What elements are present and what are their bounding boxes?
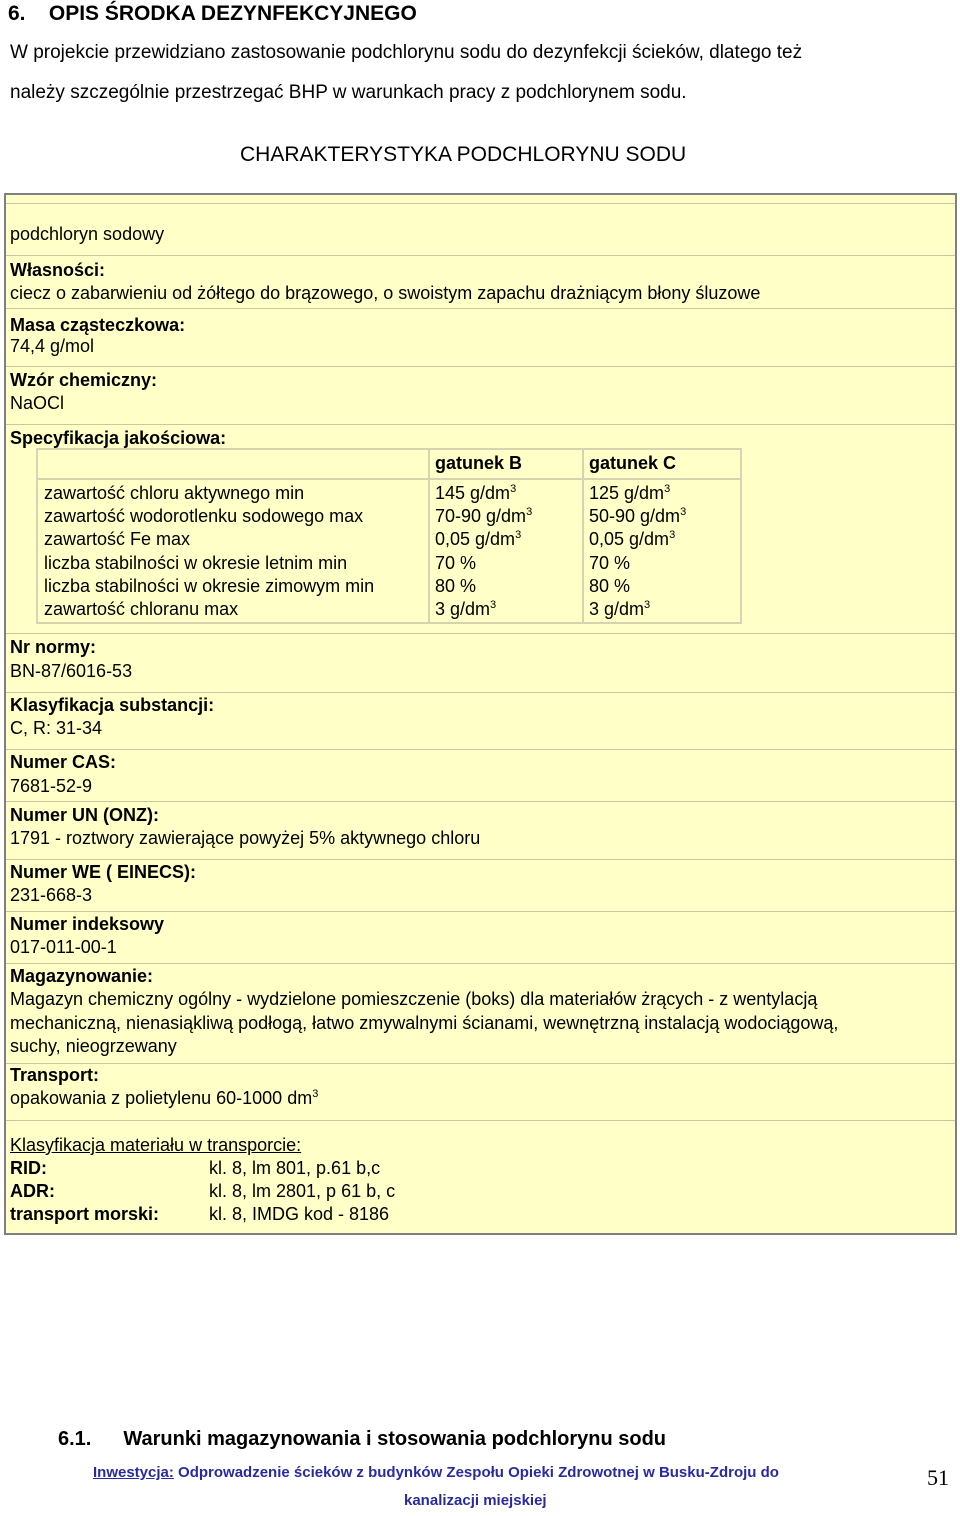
page-number: 51	[927, 1465, 949, 1490]
spec-col-c: gatunek C	[589, 453, 677, 473]
spec-label: Specyfikacja jakościowa:	[10, 428, 227, 448]
classification-value: C, R: 31-34	[10, 718, 103, 738]
divider	[6, 633, 955, 634]
footer-text: Odprowadzenie ścieków z budynków Zespołu Opieki Zdrowotnej w Busku-Zdroju do	[178, 1464, 779, 1481]
spec-row-grade-c: 125 $g/dm^3$	[589, 483, 671, 503]
spec-row-name: liczba stabilności w okresie letnim min	[44, 553, 348, 573]
divider	[6, 255, 955, 256]
transport-label: Transport:	[10, 1065, 100, 1085]
divider	[6, 308, 955, 309]
subsection-number: 6.1.	[58, 1428, 92, 1450]
einecs-label: Numer WE ( EINECS):	[10, 862, 197, 882]
divider	[6, 749, 955, 750]
properties-label: Własności:	[10, 260, 106, 280]
divider	[6, 1063, 955, 1064]
formula-value: NaOCl	[10, 393, 65, 413]
spec-row-grade-b: 3 $g/dm^3$	[435, 599, 497, 619]
spec-row-name: zawartość chloru aktywnego min	[44, 483, 305, 503]
properties-value: ciecz o zabarwieniu od żółtego do brązowego, o swoistym zapachu drażniącym błony śluzowe	[10, 283, 761, 303]
sea-transport-label: transport morski:	[10, 1204, 160, 1224]
divider	[6, 859, 955, 860]
section-title: OPIS ŚRODKA DEZYNFEKCYJNEGO	[48, 2, 417, 25]
molar-mass-value: 74,4 g/mol	[10, 336, 95, 356]
table-divider	[38, 478, 740, 480]
cas-label: Numer CAS:	[10, 752, 117, 772]
cas-value: 7681-52-9	[10, 776, 93, 796]
spec-row-grade-c: 70 %	[589, 553, 631, 573]
storage-line-2: mechaniczną, nienasiąkliwą podłogą, łatwo zmywalnymi ścianami, wewnętrzną instalacją wodociągową,	[10, 1013, 839, 1033]
section-heading	[8, 2, 417, 26]
un-label: Numer UN (ONZ):	[10, 805, 159, 825]
transport-value	[10, 1088, 318, 1109]
spec-row-grade-c: 3 $g/dm^3$	[589, 599, 651, 619]
formula-label: Wzór chemiczny:	[10, 370, 158, 390]
spec-row-grade-b: 0,05 $g/dm^3$	[435, 529, 522, 549]
table-divider	[428, 450, 430, 622]
storage-line-3: suchy, nieogrzewany	[10, 1036, 177, 1056]
divider	[6, 801, 955, 802]
spec-row-grade-b: 80 %	[435, 576, 477, 596]
index-value: 017-011-00-1	[10, 937, 117, 957]
spec-row-grade-c: 50-90 $g/dm^3$	[589, 506, 687, 526]
transport-class-heading: Klasyfikacja materiału w transporcie:	[10, 1135, 302, 1155]
un-value: 1791 - roztwory zawierające powyżej 5% aktywnego chloru	[10, 828, 481, 848]
footer-line-1	[93, 1464, 779, 1481]
transport-sup: 3	[312, 1088, 319, 1100]
spec-row-grade-b: 70-90 $g/dm^3$	[435, 506, 533, 526]
intro-line-2: należy szczególnie przestrzegać BHP w warunkach pracy z podchlorynem sodu.	[10, 82, 687, 103]
adr-label: ADR:	[10, 1181, 55, 1201]
spec-row-grade-b: 70 %	[435, 553, 477, 573]
spec-row-name: zawartość Fe max	[44, 529, 191, 549]
footer-line-2: kanalizacji miejskiej	[404, 1492, 547, 1509]
classification-label: Klasyfikacja substancji:	[10, 695, 215, 715]
storage-line-1: Magazyn chemiczny ogólny - wydzielone pomieszczenie (boks) dla materiałów żrących - z wentylacją	[10, 989, 818, 1009]
subsection-title: Warunki magazynowania i stosowania podchlorynu sodu	[123, 1428, 667, 1450]
spec-row-grade-c: 0,05 $g/dm^3$	[589, 529, 676, 549]
norm-value: BN-87/6016-53	[10, 661, 133, 681]
substance-card	[4, 193, 957, 1235]
divider	[6, 911, 955, 912]
divider	[6, 963, 955, 964]
divider	[6, 366, 955, 367]
divider	[6, 424, 955, 425]
spec-row-name: zawartość chloranu max	[44, 599, 239, 619]
storage-label: Magazynowanie:	[10, 966, 154, 986]
index-label: Numer indeksowy	[10, 914, 165, 934]
subsection-heading	[58, 1428, 666, 1451]
divider	[6, 692, 955, 693]
rid-value: kl. 8, lm 801, p.61 b,c	[209, 1158, 381, 1178]
spec-row-grade-c: 80 %	[589, 576, 631, 596]
footer-label: Inwestycja:	[93, 1464, 174, 1481]
spec-row-name: liczba stabilności w okresie zimowym min	[44, 576, 375, 596]
molar-mass-label: Masa cząsteczkowa:	[10, 315, 186, 335]
substance-name: podchloryn sodowy	[10, 224, 165, 244]
rid-label: RID:	[10, 1158, 47, 1178]
spec-row-name: zawartość wodorotlenku sodowego max	[44, 506, 364, 526]
spec-row-grade-b: 145 $g/dm^3$	[435, 483, 517, 503]
transport-text: opakowania z polietylenu 60-1000 dm	[10, 1088, 313, 1108]
adr-value: kl. 8, lm 2801, p 61 b, c	[209, 1181, 396, 1201]
intro-line-1: W projekcie przewidziano zastosowanie podchlorynu sodu do dezynfekcji ścieków, dlatego też	[10, 42, 803, 63]
spec-col-b: gatunek B	[435, 453, 523, 473]
norm-label: Nr normy:	[10, 637, 97, 657]
divider	[6, 1120, 955, 1121]
table-divider	[582, 450, 584, 622]
section-number: 6.	[8, 2, 26, 25]
characteristics-title: CHARAKTERYSTYKA PODCHLORYNU SODU	[240, 143, 687, 166]
divider	[6, 203, 955, 204]
sea-transport-value: kl. 8, IMDG kod - 8186	[209, 1204, 390, 1224]
einecs-value: 231-668-3	[10, 885, 93, 905]
